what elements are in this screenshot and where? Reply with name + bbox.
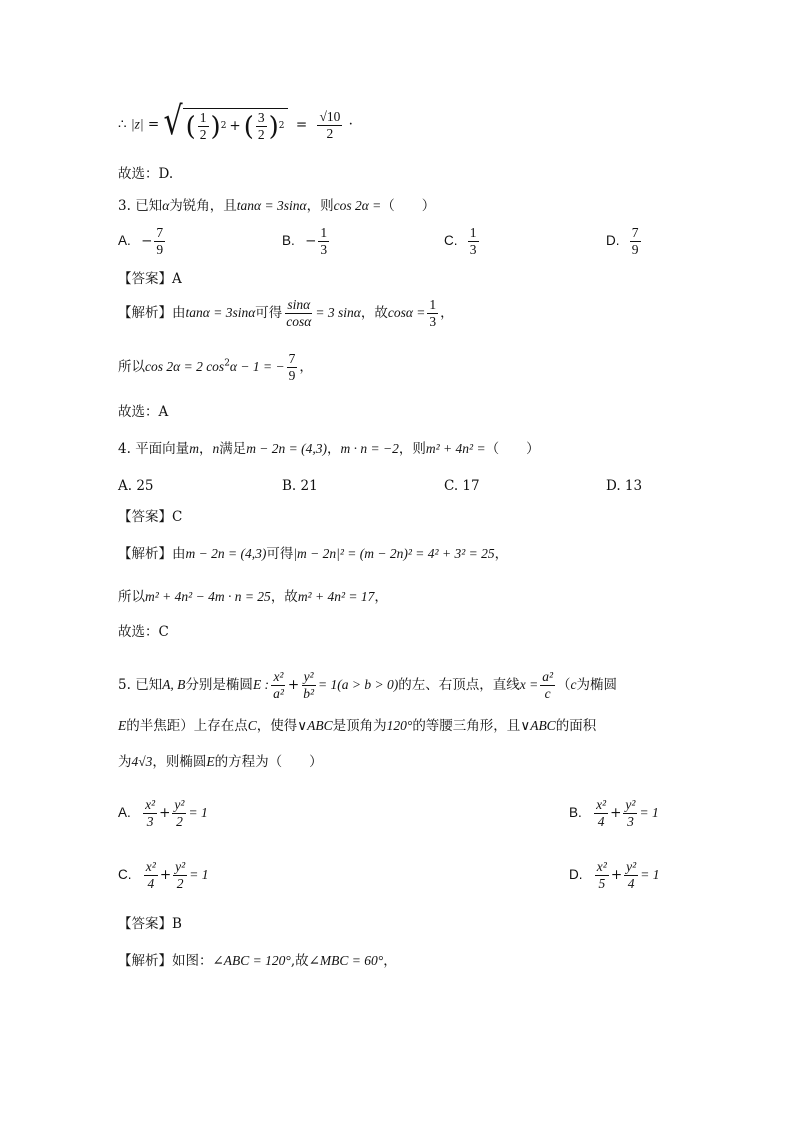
q3-option-b: B. − $\frac{1}{3}$ — [282, 225, 328, 258]
trailing-dot: · — [348, 116, 353, 133]
q5-answer: 【答案】B — [118, 916, 182, 932]
q5-analysis: 【解析】如图：∠ABC = 120°,故∠MBC = 60°， — [118, 953, 397, 969]
q3-option-c: C. $\frac{1}{3}$ — [444, 225, 477, 258]
q4-stem: 4. 平面向量m，n满足m − 2n = (4,3)，m · n = −2，则m² + 4n² =（ ） — [118, 441, 540, 457]
q3-option-d: D. $\frac{7}{9}$ — [606, 225, 639, 258]
abs-z: |z| — [130, 116, 144, 132]
q4-select: 故选：C — [118, 624, 169, 640]
fraction-root10-over-2: $\frac{√10}{2}$ — [319, 108, 341, 141]
q5-stem-line2: E的半焦距）上存在点C，使得∨ABC是顶角为120°的等腰三角形，且∨ABC的面积 — [118, 718, 597, 734]
analysis-tag: 【解析】 — [118, 305, 172, 322]
sin-over-cos: $\frac{\sin\alpha}{\cos\alpha}$ — [286, 297, 312, 330]
q4-analysis-line2: 所以m² + 4n² − 4m · n = 25，故m² + 4n² = 17， — [118, 589, 388, 605]
q3-text-c: ，则 — [306, 198, 334, 214]
q4-number: 4. — [118, 441, 131, 457]
therefore-symbol: ∴ — [118, 116, 127, 133]
fraction-three-half: $\frac{3}{2}$ — [257, 110, 265, 143]
alpha: α — [162, 198, 170, 213]
modulus-line — [118, 98, 353, 145]
q5-option-a: A. $\frac{\text{x²}}{3}$ + $\frac{\text{y²}}{2}$ = 1 — [118, 797, 208, 830]
q3-target: cos 2α = — [333, 198, 382, 213]
q3-blank: （ ） — [381, 198, 436, 214]
q5-number: 5. — [118, 677, 131, 694]
q3-analysis-cond: tanα = 3sinα — [185, 305, 256, 321]
q4-option-c: C. 17 — [444, 478, 480, 494]
vector-n: n — [212, 441, 220, 456]
q5-stem-line1: 5. 已知A, B分别是椭圆E : $\frac{\text{x²}}{\text{a²}}$ + $\frac{\text{y²}}{\text{b²}}$ = 1(a > b > 0)的左、右顶点，直线x = $\frac{\text{a²}}{c}$ （c为椭圆 — [118, 669, 617, 702]
q4-option-d: D. 13 — [606, 478, 643, 494]
q3-analysis: 【解析】由tanα = 3sinα可得 $\frac{\sin\alpha}{\cos\alpha}$ = 3 sinα，故cosα = $\frac{1}{3}$ ， — [118, 297, 454, 330]
q3-condition: tanα = 3sinα — [236, 198, 307, 213]
q3-analysis-line2: 所以cos 2α = 2 $\cos^2\alpha - 1$ = − $\frac{7}{9}$ ， — [118, 351, 313, 384]
equals-sign-2: = — [295, 116, 308, 133]
q4-option-a: A. 25 — [118, 478, 154, 494]
q3-select: 故选：A — [118, 404, 169, 420]
q3-text-a: 已知 — [135, 198, 163, 214]
q5-option-c: C. $\frac{\text{x²}}{4}$ + $\frac{\text{y²}}{2}$ = 1 — [118, 859, 209, 892]
q3-answer: 【答案】A — [118, 271, 182, 287]
q4-condition-1: m − 2n = (4,3) — [246, 441, 328, 456]
q3-text-b: 为锐角，且 — [169, 198, 237, 214]
q4-analysis: 【解析】由m − 2n = (4,3)可得|m − 2n|² = (m − 2n)² = 4² + 3² = 25， — [118, 546, 509, 562]
q3-option-a: A. − $\frac{7}{9}$ — [118, 225, 164, 258]
q4-target: m² + 4n² = — [425, 441, 486, 456]
fraction-one-third: $\frac{1}{3}$ — [429, 297, 437, 330]
q3-number: 3. — [118, 198, 131, 214]
vector-m: m — [189, 441, 199, 456]
previous-select: 故选：D. — [118, 166, 174, 182]
q4-condition-2: m · n = −2 — [340, 441, 399, 456]
equals-sign: = — [147, 116, 160, 133]
fraction-one-half: $\frac{1}{2}$ — [199, 110, 207, 143]
q5-stem-line3: 为4√3，则椭圆E的方程为（ ） — [118, 754, 323, 770]
q5-option-d: D. $\frac{\text{x²}}{5}$ + $\frac{\text{y²}}{4}$ = 1 — [569, 859, 660, 892]
q3-stem — [118, 199, 435, 214]
q4-answer: 【答案】C — [118, 509, 183, 525]
q4-option-b: B. 21 — [282, 478, 318, 494]
sqrt-expression: √ ( $\frac{1}{2}$ ) 2 + ( $\frac{3}{2}$ ) 2 — [164, 108, 288, 142]
q5-option-b: B. $\frac{\text{x²}}{4}$ + $\frac{\text{y²}}{3}$ = 1 — [569, 797, 659, 830]
